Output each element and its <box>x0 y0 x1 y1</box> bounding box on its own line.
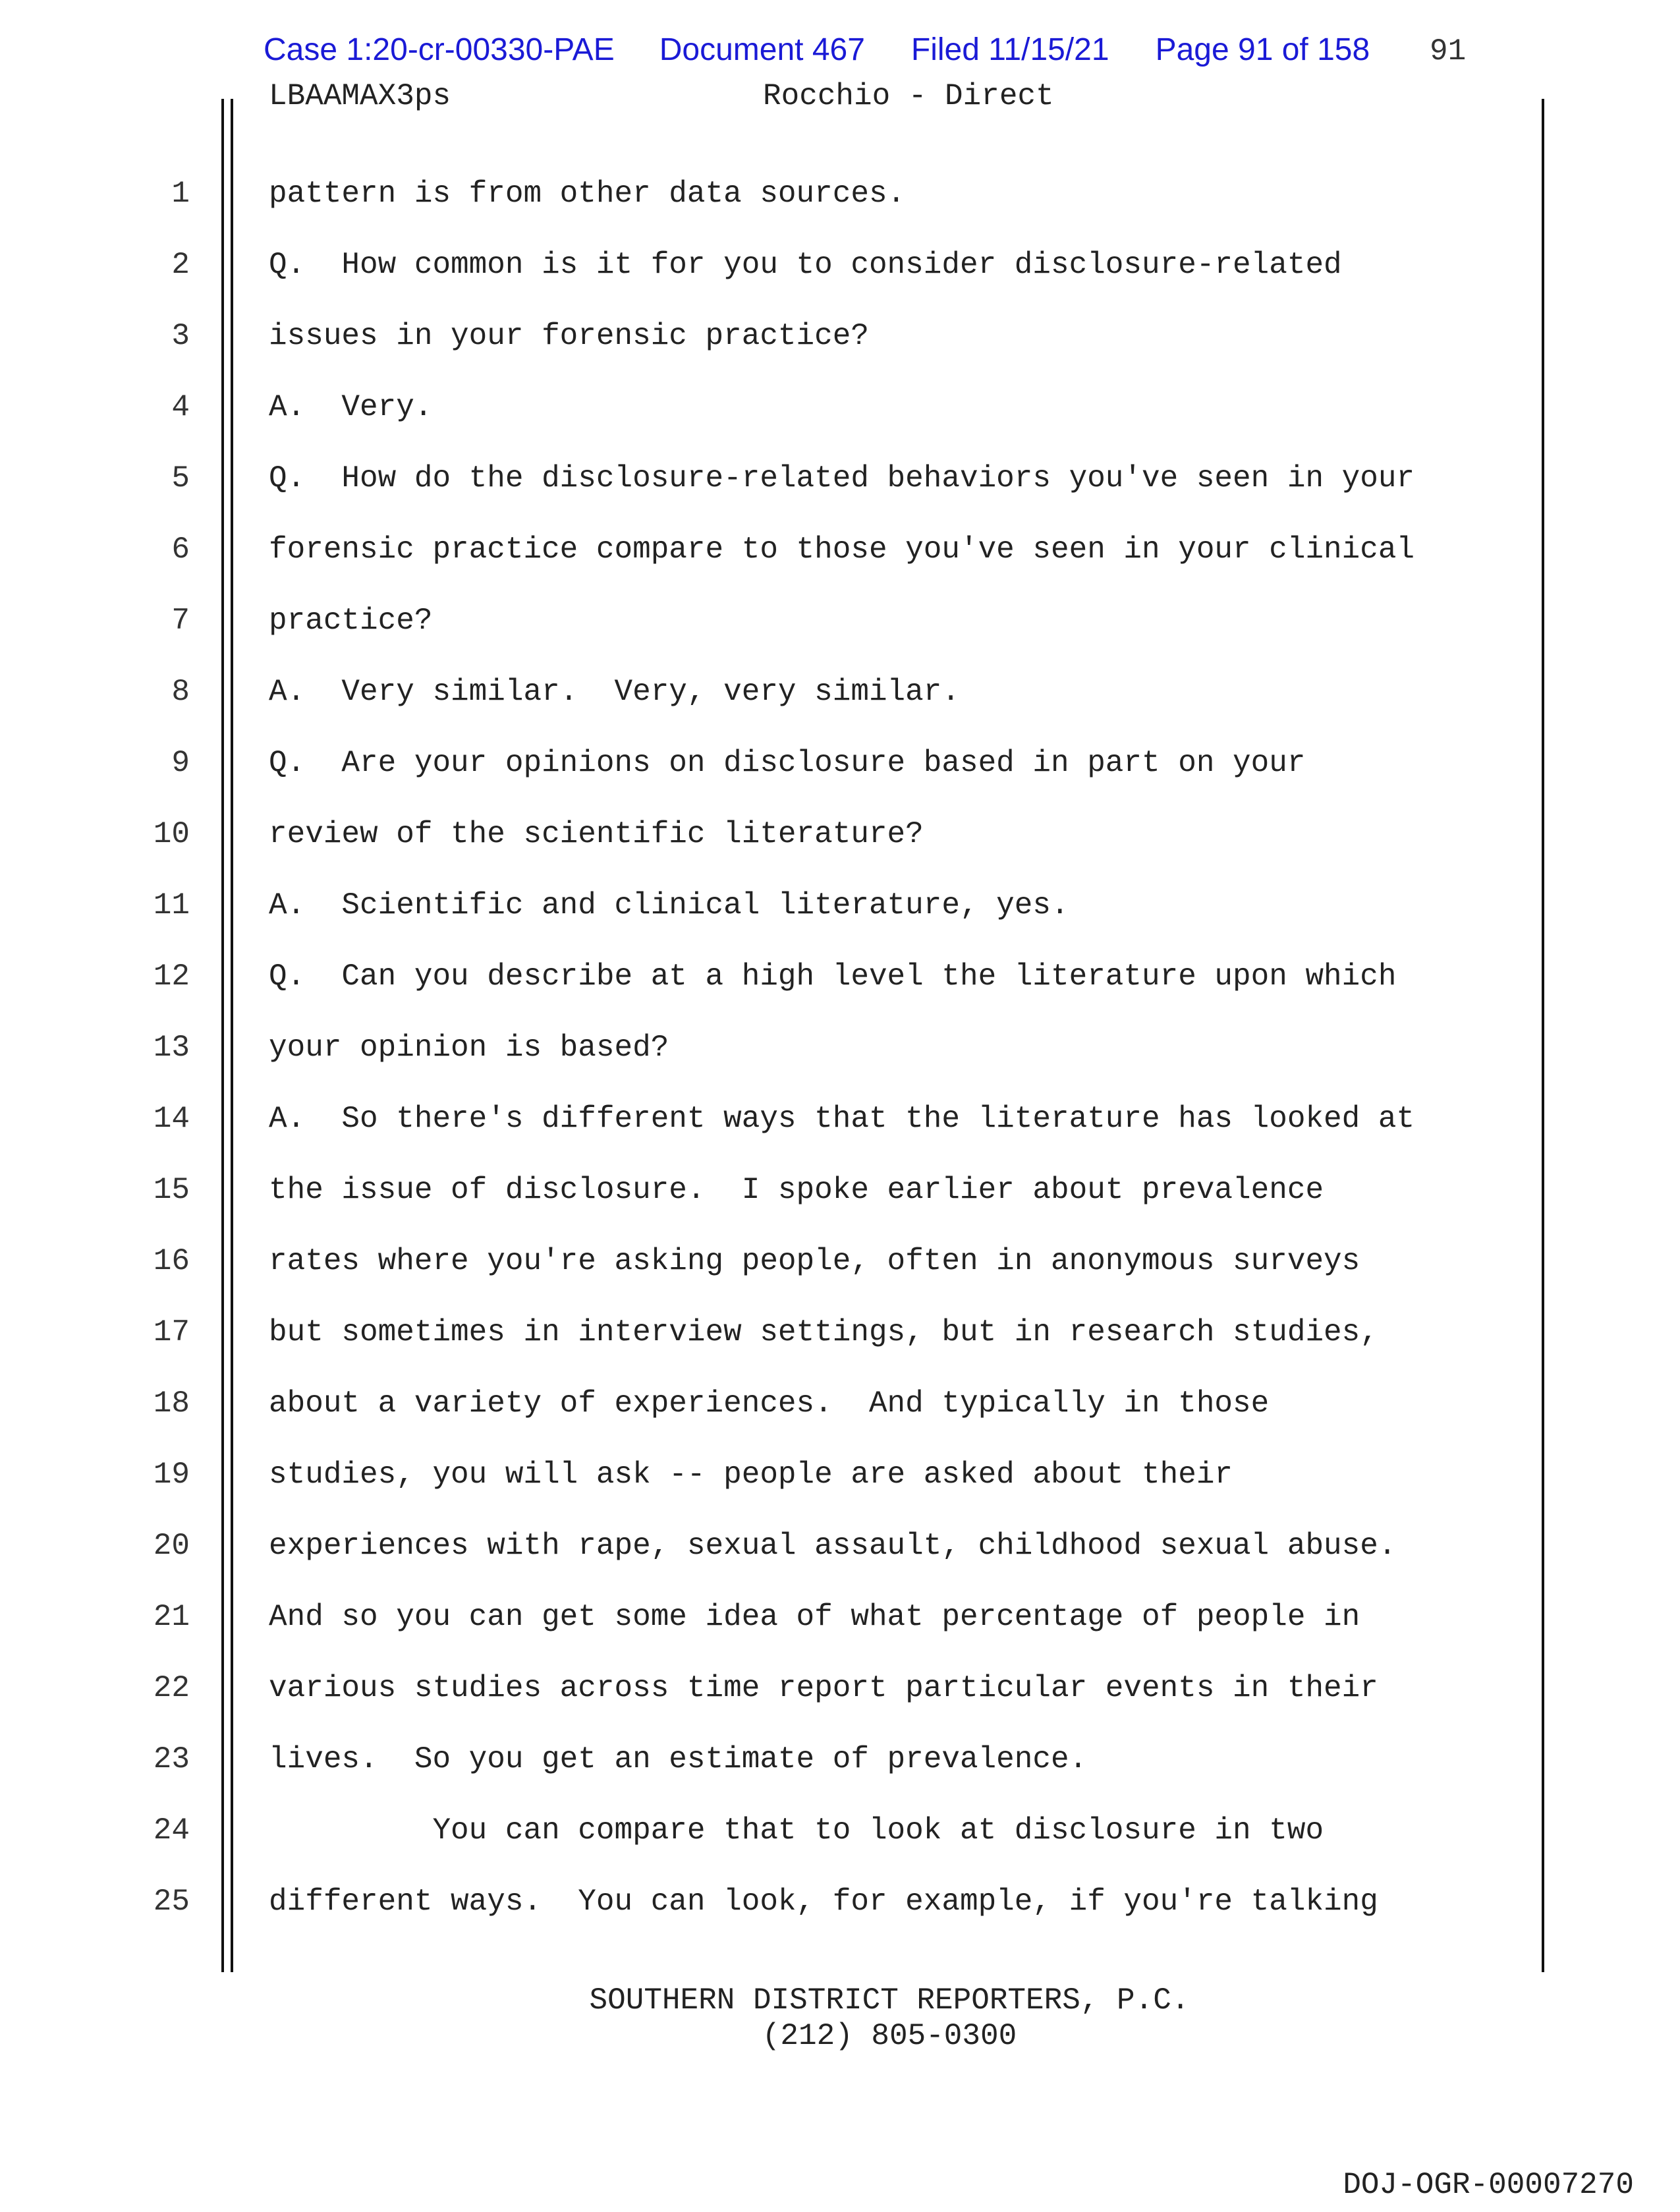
reporter-phone: (212) 805-0300 <box>762 2019 1017 2053</box>
ecf-header <box>264 32 1370 68</box>
line-number: 15 <box>153 1173 190 1207</box>
line-number: 16 <box>153 1244 190 1278</box>
line-text: various studies across time report particular events in their <box>269 1671 1378 1705</box>
left-margin-rule <box>221 99 224 1972</box>
case-number: Case 1:20-cr-00330-PAE <box>264 32 615 67</box>
line-number: 8 <box>171 675 190 709</box>
line-number: 21 <box>153 1600 190 1634</box>
line-number: 2 <box>171 248 190 282</box>
line-text: experiences with rape, sexual assault, childhood sexual abuse. <box>269 1529 1397 1563</box>
line-number: 20 <box>153 1529 190 1563</box>
line-number: 25 <box>153 1885 190 1919</box>
line-text: issues in your forensic practice? <box>269 319 869 353</box>
line-number: 17 <box>153 1315 190 1349</box>
line-text: but sometimes in interview settings, but in research studies, <box>269 1315 1378 1349</box>
line-number: 5 <box>171 461 190 496</box>
line-text: about a variety of experiences. And typically in those <box>269 1386 1270 1421</box>
line-text: You can compare that to look at disclosure in two <box>269 1813 1324 1848</box>
line-text: A. Very similar. Very, very similar. <box>269 675 960 709</box>
line-text: Q. Can you describe at a high level the literature upon which <box>269 959 1397 994</box>
line-text: lives. So you get an estimate of prevalence. <box>269 1742 1088 1776</box>
line-number: 10 <box>153 817 190 851</box>
line-number: 11 <box>153 888 190 922</box>
line-number: 23 <box>153 1742 190 1776</box>
line-number: 19 <box>153 1458 190 1492</box>
line-number: 9 <box>171 746 190 780</box>
line-text: review of the scientific literature? <box>269 817 924 851</box>
line-text: Q. How do the disclosure-related behaviors you've seen in your <box>269 461 1415 496</box>
bates-number: DOJ-OGR-00007270 <box>1343 2168 1634 2202</box>
line-text: forensic practice compare to those you've seen in your clinical <box>269 532 1415 567</box>
line-text: studies, you will ask -- people are asked about their <box>269 1458 1233 1492</box>
running-head-title: Rocchio - Direct <box>763 79 1054 113</box>
reporter-name: SOUTHERN DISTRICT REPORTERS, P.C. <box>589 1983 1190 2018</box>
line-number: 22 <box>153 1671 190 1705</box>
line-text: A. Scientific and clinical literature, yes. <box>269 888 1069 922</box>
filed-date: Filed 11/15/21 <box>910 32 1109 67</box>
line-number: 4 <box>171 390 190 424</box>
line-text: Q. Are your opinions on disclosure based in part on your <box>269 746 1306 780</box>
line-text: your opinion is based? <box>269 1031 669 1065</box>
line-text: pattern is from other data sources. <box>269 177 906 211</box>
line-text: the issue of disclosure. I spoke earlier about prevalence <box>269 1173 1324 1207</box>
line-number: 18 <box>153 1386 190 1421</box>
line-text: And so you can get some idea of what percentage of people in <box>269 1600 1360 1634</box>
line-number: 14 <box>153 1102 190 1136</box>
page-count: Page 91 of 158 <box>1155 32 1370 67</box>
page-number: 91 <box>1430 34 1467 69</box>
line-number: 7 <box>171 604 190 638</box>
line-number: 1 <box>171 177 190 211</box>
running-head-code: LBAAMAX3ps <box>269 79 451 113</box>
line-text: different ways. You can look, for example, if you're talking <box>269 1885 1378 1919</box>
right-margin-rule <box>1542 99 1544 1972</box>
line-text: A. Very. <box>269 390 433 424</box>
line-number: 13 <box>153 1031 190 1065</box>
line-number: 24 <box>153 1813 190 1848</box>
line-number: 3 <box>171 319 190 353</box>
line-number: 12 <box>153 959 190 994</box>
line-text: rates where you're asking people, often in anonymous surveys <box>269 1244 1360 1278</box>
left-margin-rule-inner <box>231 99 233 1972</box>
line-text: A. So there's different ways that the literature has looked at <box>269 1102 1415 1136</box>
document-number: Document 467 <box>659 32 865 67</box>
line-text: Q. How common is it for you to consider disclosure-related <box>269 248 1342 282</box>
line-number: 6 <box>171 532 190 567</box>
line-text: practice? <box>269 604 433 638</box>
